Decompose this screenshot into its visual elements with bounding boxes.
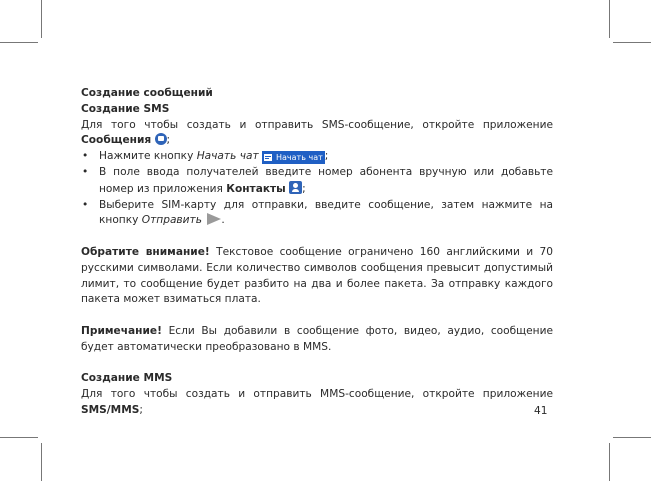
bullet: • xyxy=(82,150,89,163)
attention-label: Обратите внимание! xyxy=(81,245,210,258)
mms-intro-text: Для того чтобы создать и отправить MMS-сообщение, откройте приложение xyxy=(81,388,553,401)
mms-intro xyxy=(81,387,553,419)
step-text: Выберите SIM-карту для отправки, введите сообщение, затем нажмите на кнопку xyxy=(99,198,553,227)
sms-intro-text: Для того чтобы создать и отправить SMS-сообщение, откройте приложение xyxy=(81,118,553,131)
send-label: Отправить xyxy=(141,214,202,227)
semicolon: ; xyxy=(139,403,143,416)
crop-mark xyxy=(0,42,38,43)
crop-mark xyxy=(41,443,42,481)
bullet: • xyxy=(82,198,89,211)
attention-paragraph xyxy=(81,245,553,308)
start-chat-button xyxy=(262,151,325,164)
step-end: ; xyxy=(302,182,306,195)
semicolon: ; xyxy=(166,134,171,147)
contacts-app-name: Контакты xyxy=(226,182,286,195)
crop-mark xyxy=(613,437,651,438)
crop-mark xyxy=(609,443,610,481)
start-chat-label: Начать чат xyxy=(196,150,259,163)
sms-intro xyxy=(81,118,553,150)
note-paragraph xyxy=(81,324,553,356)
list-item xyxy=(81,149,553,165)
list-item xyxy=(81,165,553,198)
crop-mark xyxy=(0,437,38,438)
sms-steps-list xyxy=(81,149,553,229)
messages-app-name: Сообщения xyxy=(81,134,152,147)
step-text: В поле ввода получателей введите номер абонента вручную или добавьте номер из приложения xyxy=(99,165,553,195)
bullet: • xyxy=(82,165,89,178)
crop-mark xyxy=(41,0,42,38)
crop-mark xyxy=(613,42,651,43)
page-number: 41 xyxy=(534,405,548,417)
chat-icon xyxy=(264,154,272,161)
crop-mark xyxy=(609,0,610,38)
step-end: . xyxy=(221,214,225,227)
note-text: Если Вы добавили в сообщение фото, видео, аудио, сообщение будет автоматически преобразовано в MMS. xyxy=(81,324,553,353)
sms-heading: Создание SMS xyxy=(81,102,170,115)
mms-heading: Создание MMS xyxy=(81,372,173,385)
note-label: Примечание! xyxy=(81,324,162,337)
step-end: ; xyxy=(324,150,329,163)
section-title: Создание сообщений xyxy=(81,87,213,99)
contacts-icon xyxy=(289,181,302,194)
step-text: Нажмите кнопку xyxy=(99,150,197,163)
document-page xyxy=(81,86,553,419)
list-item xyxy=(81,198,553,230)
attention-text: Текстовое сообщение ограничено 160 английскими и 70 русскими символами. Если количество символов сообщения превысит допустимый лимит, то сообщение будет разбито на два и более пакета. За отправку каждого пакета может взиматься плата. xyxy=(81,245,553,306)
mms-app-name: SMS/MMS xyxy=(81,403,140,416)
start-chat-button-label: Начать чат xyxy=(276,153,323,163)
send-arrow-icon xyxy=(207,213,221,225)
messages-app-icon xyxy=(155,133,167,145)
